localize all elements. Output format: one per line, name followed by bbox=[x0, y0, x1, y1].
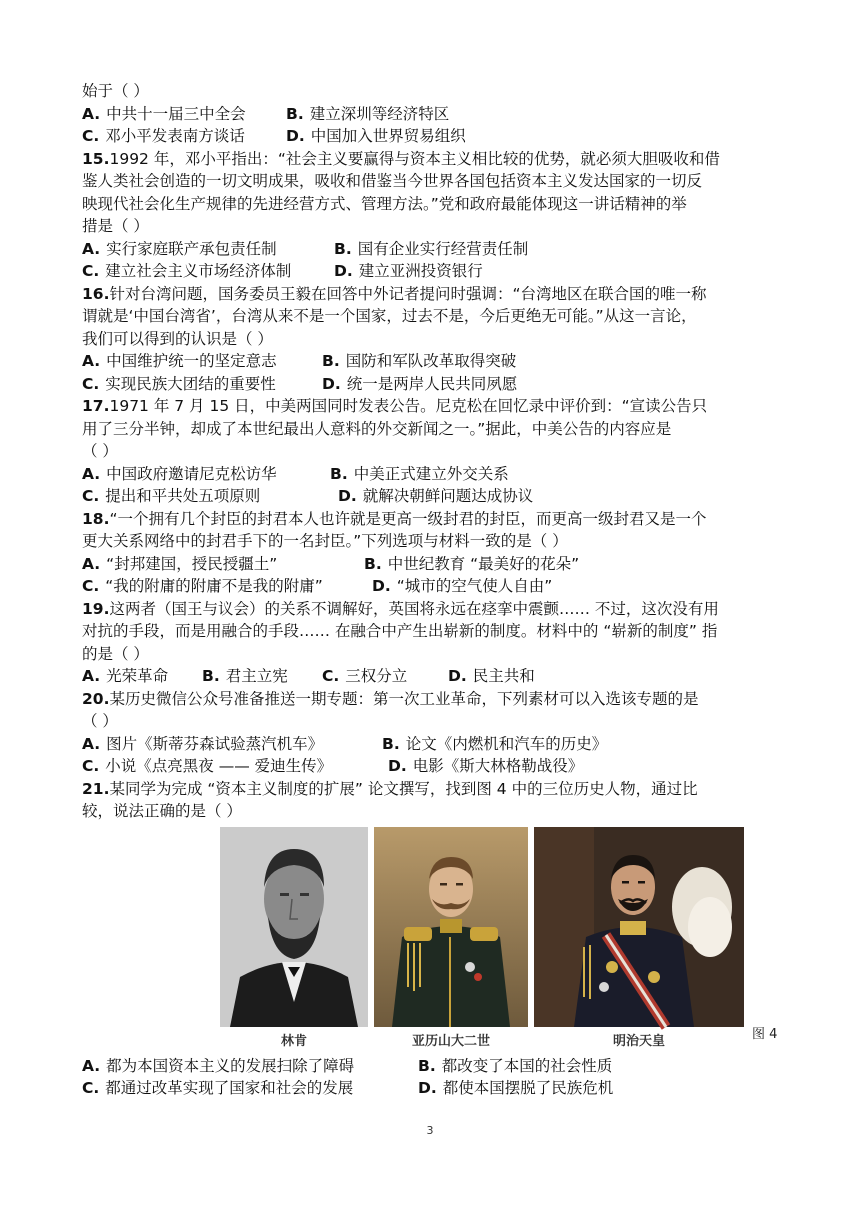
question-number: 15. bbox=[82, 149, 110, 168]
q21-option-a[interactable] bbox=[82, 1055, 418, 1078]
option-text: 国防和军队改革取得突破 bbox=[345, 352, 517, 370]
option-letter: C. bbox=[82, 757, 100, 775]
q20-options-row-2 bbox=[82, 755, 782, 778]
option-text: 图片《斯蒂芬森试验蒸汽机车》 bbox=[106, 734, 324, 753]
option-text: 都通过改革实现了国家和社会的发展 bbox=[105, 1079, 354, 1097]
q18-stem-line-2: 更大关系网络中的封君手下的一名封臣。”下列选项与材料一致的是（ ） bbox=[82, 532, 568, 550]
option-letter: B. bbox=[330, 464, 348, 483]
portrait-meiji bbox=[534, 827, 744, 1049]
option-text: “我的附庸的附庸不是我的附庸” bbox=[105, 577, 323, 595]
option-text: 中国政府邀请尼克松访华 bbox=[106, 464, 277, 483]
option-letter: A. bbox=[82, 352, 101, 370]
question-number: 19. bbox=[82, 599, 110, 618]
option-text: 中国加入世界贸易组织 bbox=[310, 127, 466, 145]
q20-option-d[interactable] bbox=[388, 755, 583, 778]
q14-options-row-2 bbox=[82, 125, 782, 148]
option-letter: A. bbox=[82, 239, 101, 258]
option-letter: D. bbox=[286, 127, 305, 145]
option-letter: D. bbox=[388, 757, 407, 775]
option-text: 中美正式建立外交关系 bbox=[353, 464, 509, 483]
option-letter: B. bbox=[382, 734, 400, 753]
q16-stem-line-2: 谓就是‘中国台湾省’，台湾从来不是一个国家，过去不是，今后更绝无可能。”从这一言论， bbox=[82, 307, 697, 325]
q20-stem-line-2: （ ） bbox=[82, 712, 118, 730]
portrait-caption-meiji: 明治天皇 bbox=[612, 1033, 665, 1049]
q14-option-a[interactable] bbox=[82, 103, 286, 126]
q16-options-row-2 bbox=[82, 373, 782, 396]
q16-stem-line-1 bbox=[82, 283, 782, 306]
stem-text: 针对台湾问题，国务委员王毅在回答中外记者提问时强调：“台湾地区在联合国的唯一称 bbox=[109, 284, 707, 303]
q21-options-row-2 bbox=[82, 1077, 782, 1100]
q14-stem-tail: 始于（ ） bbox=[82, 82, 149, 100]
option-letter: D. bbox=[448, 667, 467, 685]
stem-text: 1992 年，邓小平指出：“社会主义要赢得与资本主义相比较的优势，就必须大胆吸收和借 bbox=[109, 149, 720, 168]
q19-option-b[interactable] bbox=[202, 665, 322, 688]
option-text: 民主共和 bbox=[472, 667, 535, 685]
q20-stem-line-1 bbox=[82, 688, 782, 711]
figure-label: 图 4 bbox=[752, 1026, 778, 1042]
q18-option-b[interactable] bbox=[364, 553, 579, 576]
q17-stem-line-2: 用了三分半钟，却成了本世纪最出人意料的外交新闻之一。”据此，中美公告的内容应是 bbox=[82, 419, 672, 438]
option-letter: A. bbox=[82, 1056, 101, 1075]
option-letter: A. bbox=[82, 554, 101, 573]
q16-stem-line-3: 我们可以得到的认识是（ ） bbox=[82, 329, 273, 348]
option-letter: B. bbox=[322, 352, 340, 370]
q19-option-c[interactable] bbox=[322, 665, 448, 688]
option-letter: D. bbox=[322, 374, 341, 393]
portrait-strip bbox=[220, 827, 750, 1051]
option-text: 邓小平发表南方谈话 bbox=[105, 127, 245, 145]
q16-options-row-1 bbox=[82, 350, 782, 373]
q18-option-c[interactable] bbox=[82, 575, 372, 598]
q15-option-a[interactable] bbox=[82, 238, 334, 261]
q17-stem-line-1 bbox=[82, 395, 782, 418]
q20-option-a[interactable] bbox=[82, 733, 382, 756]
option-letter: B. bbox=[286, 104, 304, 123]
option-text: 都使本国摆脱了民族危机 bbox=[442, 1079, 614, 1097]
option-text: 中世纪教育 “最美好的花朵” bbox=[387, 554, 580, 573]
option-text: 小说《点亮黑夜 —— 爱迪生传》 bbox=[105, 757, 333, 775]
option-letter: D. bbox=[334, 262, 353, 280]
question-number: 21. bbox=[82, 779, 110, 798]
option-letter: D. bbox=[418, 1079, 437, 1097]
q17-option-a[interactable] bbox=[82, 463, 330, 486]
option-letter: C. bbox=[82, 127, 100, 145]
stem-text: 这两者（国王与议会）的关系不调解好，英国将永远在痉挛中震颤…… 不过，这次没有用 bbox=[109, 599, 719, 618]
option-text: 君主立宪 bbox=[225, 667, 288, 685]
q20-option-c[interactable] bbox=[82, 755, 388, 778]
q15-stem-line-4: 措是（ ） bbox=[82, 217, 149, 235]
option-text: 中共十一届三中全会 bbox=[106, 104, 246, 123]
q15-option-c[interactable] bbox=[82, 260, 334, 283]
question-number: 20. bbox=[82, 689, 110, 708]
q15-option-d[interactable] bbox=[334, 260, 483, 283]
q20-options-row-1 bbox=[82, 733, 782, 756]
lincoln-photo bbox=[220, 827, 368, 1027]
q16-option-c[interactable] bbox=[82, 373, 322, 396]
q17-option-c[interactable] bbox=[82, 485, 338, 508]
option-text: 都改变了本国的社会性质 bbox=[441, 1056, 613, 1075]
q14-options-row-1 bbox=[82, 103, 782, 126]
option-text: 国有企业实行经营责任制 bbox=[357, 239, 529, 258]
q21-option-b[interactable] bbox=[418, 1055, 612, 1078]
q16-option-a[interactable] bbox=[82, 350, 322, 373]
q19-stem-line-2: 对抗的手段，而是用融合的手段…… 在融合中产生出崭新的制度。材料中的 “崭新的制度” 指 bbox=[82, 622, 718, 640]
option-letter: D. bbox=[372, 577, 391, 595]
option-letter: D. bbox=[338, 487, 357, 505]
exam-page bbox=[82, 80, 782, 1100]
q17-options-row-1 bbox=[82, 463, 782, 486]
q17-option-b[interactable] bbox=[330, 463, 509, 486]
q16-option-b[interactable] bbox=[322, 350, 516, 373]
q15-option-b[interactable] bbox=[334, 238, 528, 261]
q14-option-b[interactable] bbox=[286, 103, 449, 126]
q14-option-c[interactable] bbox=[82, 125, 286, 148]
stem-text: 1971 年 7 月 15 日，中美两国同时发表公告。尼克松在回忆录中评价到：“宣读公告只 bbox=[109, 397, 708, 415]
option-letter: A. bbox=[82, 464, 101, 483]
q15-stem-line-3: 映现代社会化生产规律的先进经营方式、管理方法。”党和政府最能体现这一讲话精神的举 bbox=[82, 194, 687, 213]
q17-option-d[interactable] bbox=[338, 485, 533, 508]
stem-text: 某同学为完成 “资本主义制度的扩展” 论文撰写，找到图 4 中的三位历史人物，通过比 bbox=[109, 779, 698, 798]
q16-option-d[interactable] bbox=[322, 373, 517, 396]
q20-option-b[interactable] bbox=[382, 733, 607, 756]
option-letter: B. bbox=[418, 1056, 436, 1075]
q21-options-row-1 bbox=[82, 1055, 782, 1078]
option-text: 都为本国资本主义的发展扫除了障碍 bbox=[106, 1056, 355, 1075]
option-letter: B. bbox=[364, 554, 382, 573]
option-text: 提出和平共处五项原则 bbox=[105, 487, 261, 505]
portrait-lincoln bbox=[220, 827, 368, 1049]
stem-text: “一个拥有几个封臣的封君本人也许就是更高一级封君的封臣，而更高一级封君又是一个 bbox=[109, 509, 707, 528]
q18-option-d[interactable] bbox=[372, 575, 552, 598]
q15-options-row-1 bbox=[82, 238, 782, 261]
portrait-caption-alexander-ii: 亚历山大二世 bbox=[411, 1033, 490, 1049]
q15-options-row-2 bbox=[82, 260, 782, 283]
option-text: 电影《斯大林格勒战役》 bbox=[412, 757, 584, 775]
option-letter: A. bbox=[82, 667, 101, 685]
meiji-painting bbox=[534, 827, 744, 1027]
q19-stem-line-1 bbox=[82, 598, 782, 621]
q21-stem-line-1 bbox=[82, 778, 782, 801]
q17-options-row-2 bbox=[82, 485, 782, 508]
stem-text: 某历史微信公众号准备推送一期专题：第一次工业革命，下列素材可以入选该专题的是 bbox=[109, 689, 699, 708]
question-number: 17. bbox=[82, 397, 110, 415]
option-text: “城市的空气使人自由” bbox=[396, 577, 553, 595]
q19-stem-line-3: 的是（ ） bbox=[82, 644, 149, 663]
option-letter: A. bbox=[82, 104, 101, 123]
option-text: 建立社会主义市场经济体制 bbox=[105, 262, 292, 280]
q14-option-d[interactable] bbox=[286, 125, 466, 148]
q18-options-row-1 bbox=[82, 553, 782, 576]
question-number: 18. bbox=[82, 509, 110, 528]
option-text: 建立深圳等经济特区 bbox=[309, 104, 450, 123]
q15-stem-line-2: 鉴人类社会创造的一切文明成果，吸收和借鉴当今世界各国包括资本主义发达国家的一切反 bbox=[82, 172, 703, 190]
option-letter: B. bbox=[202, 667, 220, 685]
option-letter: C. bbox=[82, 577, 100, 595]
option-letter: A. bbox=[82, 734, 101, 753]
figure-4 bbox=[82, 827, 782, 1053]
q19-options-row bbox=[82, 665, 782, 688]
q17-stem-line-3: （ ） bbox=[82, 442, 118, 460]
q18-stem-line-1 bbox=[82, 508, 782, 531]
q21-option-d[interactable] bbox=[418, 1077, 613, 1100]
alexander-ii-painting bbox=[374, 827, 528, 1027]
q19-option-d[interactable] bbox=[448, 665, 535, 688]
option-letter: C. bbox=[322, 667, 340, 685]
option-text: 实行家庭联产承包责任制 bbox=[106, 239, 277, 258]
option-text: 论文《内燃机和汽车的历史》 bbox=[405, 734, 608, 753]
question-number: 16. bbox=[82, 284, 110, 303]
option-text: 建立亚洲投资银行 bbox=[358, 262, 483, 280]
page-number: 3 bbox=[426, 1124, 434, 1137]
option-letter: C. bbox=[82, 1079, 100, 1097]
option-text: 统一是两岸人民共同夙愿 bbox=[346, 374, 518, 393]
option-text: 光荣革命 bbox=[106, 667, 169, 685]
option-letter: C. bbox=[82, 374, 100, 393]
option-text: 实现民族大团结的重要性 bbox=[105, 374, 276, 393]
option-text: 三权分立 bbox=[345, 667, 408, 685]
option-letter: B. bbox=[334, 239, 352, 258]
portrait-alexander-ii bbox=[374, 827, 528, 1049]
option-text: 中国维护统一的坚定意志 bbox=[106, 352, 277, 370]
portrait-caption-lincoln: 林肯 bbox=[280, 1033, 307, 1049]
q15-stem-line-1 bbox=[82, 148, 782, 171]
q18-option-a[interactable] bbox=[82, 553, 364, 576]
option-text: “封邦建国，授民授疆土” bbox=[106, 554, 278, 573]
option-letter: C. bbox=[82, 487, 100, 505]
q21-option-c[interactable] bbox=[82, 1077, 418, 1100]
q18-options-row-2 bbox=[82, 575, 782, 598]
option-text: 就解决朝鲜问题达成协议 bbox=[362, 487, 534, 505]
q19-option-a[interactable] bbox=[82, 665, 202, 688]
option-letter: C. bbox=[82, 262, 100, 280]
q21-stem-line-2: 较，说法正确的是（ ） bbox=[82, 802, 242, 820]
